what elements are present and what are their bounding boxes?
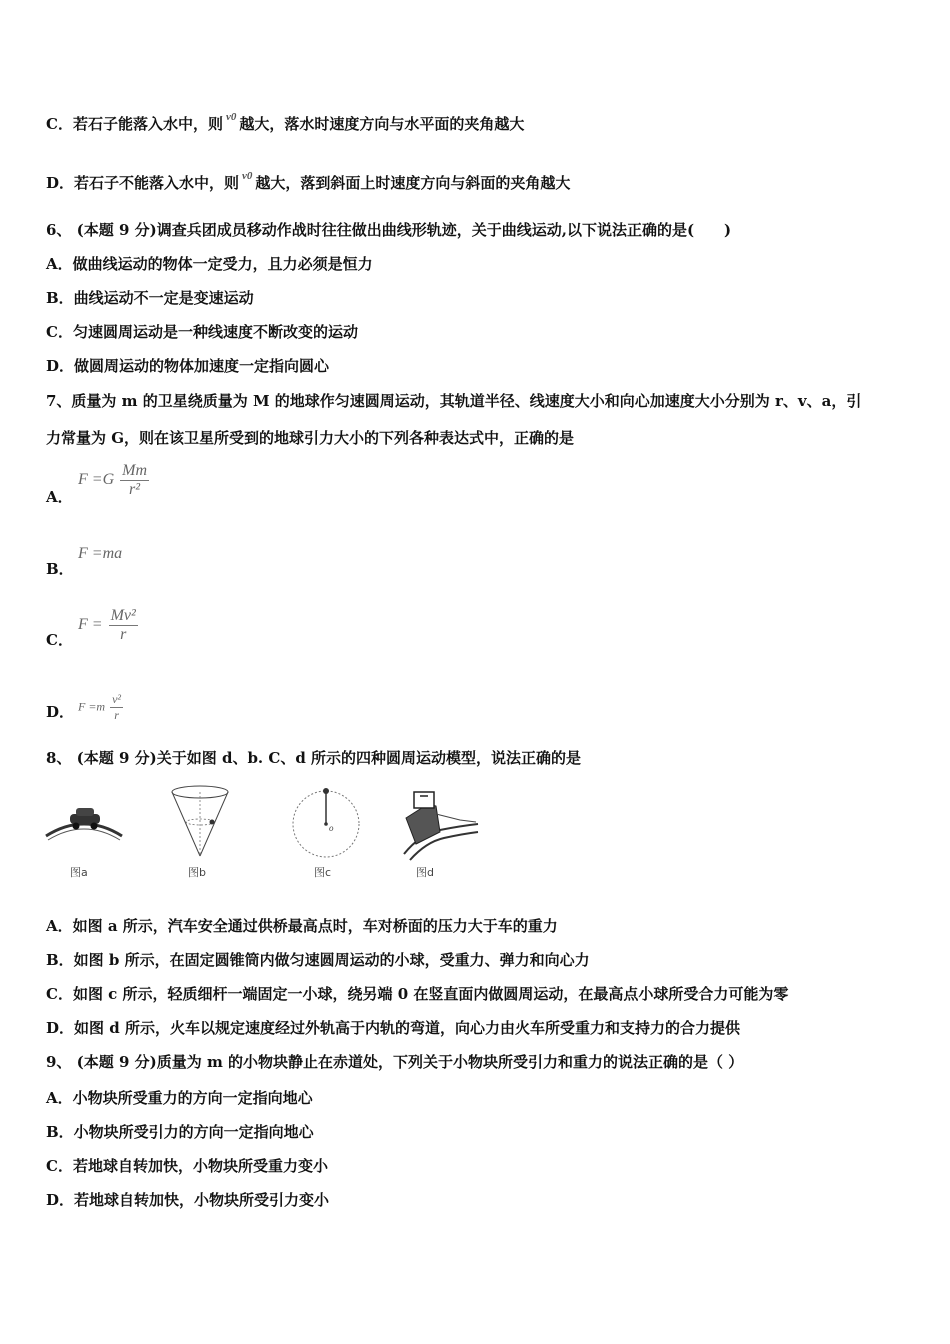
formula-a-numerator: Mm: [122, 462, 148, 479]
q6-stem: 6、 (本题 9 分)调查兵团成员移动作战时往往做出曲线形轨迹，关于曲线运动,以下说法正确的是( ): [46, 221, 732, 239]
formula-a-denominator: r²: [129, 481, 141, 498]
figure-d-label: 图d: [416, 866, 434, 879]
q7-stem-line2: 力常量为 G，则在该卫星所受到的地球引力大小的下列各种表达式中，正确的是: [46, 429, 575, 447]
figure-c-label: 图c: [314, 866, 332, 879]
v0-symbol: v0: [225, 111, 237, 123]
q9-option-c: C．若地球自转加快，小物块所受重力变小: [46, 1157, 328, 1175]
q8-option-c: C．如图 c 所示，轻质细杆一端固定一小球，绕另端 0 在竖直面内做圆周运动，在最高点小球所受合力可能为零: [46, 985, 789, 1003]
q5-option-d-prefix: D．若石子不能落入水中，则: [46, 174, 240, 192]
q7-option-c-label: C．: [46, 631, 73, 649]
q9-option-a: A．小物块所受重力的方向一定指向地心: [46, 1089, 313, 1107]
q5-option-d: [46, 170, 571, 195]
q8-option-a: A．如图 a 所示，汽车安全通过供桥最高点时，车对桥面的压力大于车的重力: [46, 917, 558, 935]
q6-option-a: A．做曲线运动的物体一定受力，且力必须是恒力: [46, 255, 373, 273]
formula-d-fraction: [110, 692, 123, 723]
formula-d-numerator: v²: [112, 692, 122, 706]
q5-option-c-suffix: 越大，落水时速度方向与水平面的夹角越大: [239, 115, 525, 133]
q9-option-b: B．小物块所受引力的方向一定指向地心: [46, 1123, 314, 1141]
q5-option-d-suffix: 越大，落到斜面上时速度方向与斜面的夹角越大: [255, 174, 571, 192]
q7-formula-c: [78, 607, 138, 644]
q8-stem: 8、 (本题 9 分)关于如图 d、b. C、d 所示的四种圆周运动模型，说法正确的是: [46, 749, 582, 767]
q7-option-a-label: A．: [46, 488, 73, 506]
q6-option-b: B．曲线运动不一定是变速运动: [46, 289, 254, 307]
figure-b-cone: [168, 784, 232, 860]
formula-c-fraction: [109, 607, 138, 644]
q9-option-d: D．若地球自转加快，小物块所受引力变小: [46, 1191, 330, 1209]
q8-option-b: B．如图 b 所示，在固定圆锥筒内做匀速圆周运动的小球，受重力、弹力和向心力: [46, 951, 590, 969]
formula-d-denominator: r: [114, 708, 119, 722]
svg-text:o: o: [329, 823, 334, 833]
figure-d-train-curve: [400, 784, 480, 862]
q5-option-c: [46, 111, 525, 136]
formula-c-denominator: r: [120, 626, 127, 643]
figure-c-rod-circle: [288, 784, 364, 860]
v0-symbol: v0: [242, 170, 253, 182]
figure-a-bridge-car: [44, 784, 126, 846]
q7-formula-a: [78, 462, 149, 499]
q7-stem-line1: 7、质量为 m 的卫星绕质量为 M 的地球作匀速圆周运动，其轨道半径、线速度大小和向心加速度大小分别为 r、v、a，引: [46, 392, 862, 410]
formula-a-left: F =G: [78, 471, 115, 489]
q9-stem: 9、 (本题 9 分)质量为 m 的小物块静止在赤道处，下列关于小物块所受引力和重力的说法正确的是（ ）: [46, 1053, 744, 1071]
formula-c-left: F =: [78, 616, 103, 634]
q6-option-c: C．匀速圆周运动是一种线速度不断改变的运动: [46, 323, 358, 341]
figure-b-label: 图b: [188, 866, 206, 879]
q6-option-d: D．做圆周运动的物体加速度一定指向圆心: [46, 357, 330, 375]
q7-formula-b: F =ma: [78, 545, 123, 562]
q7-option-d-label: D．: [46, 703, 75, 721]
q7-option-b-label: B．: [46, 560, 74, 578]
formula-d-left: F =m: [78, 699, 106, 714]
formula-a-fraction: [120, 462, 149, 499]
q7-formula-d: [78, 692, 123, 723]
q5-option-c-prefix: C．若石子能落入水中，则: [46, 115, 223, 133]
formula-c-numerator: Mv²: [110, 607, 136, 624]
q8-option-d: D．如图 d 所示，火车以规定速度经过外轨高于内轨的弯道，向心力由火车所受重力和支持力的合力提供: [46, 1019, 740, 1037]
figure-a-label: 图a: [70, 866, 88, 879]
